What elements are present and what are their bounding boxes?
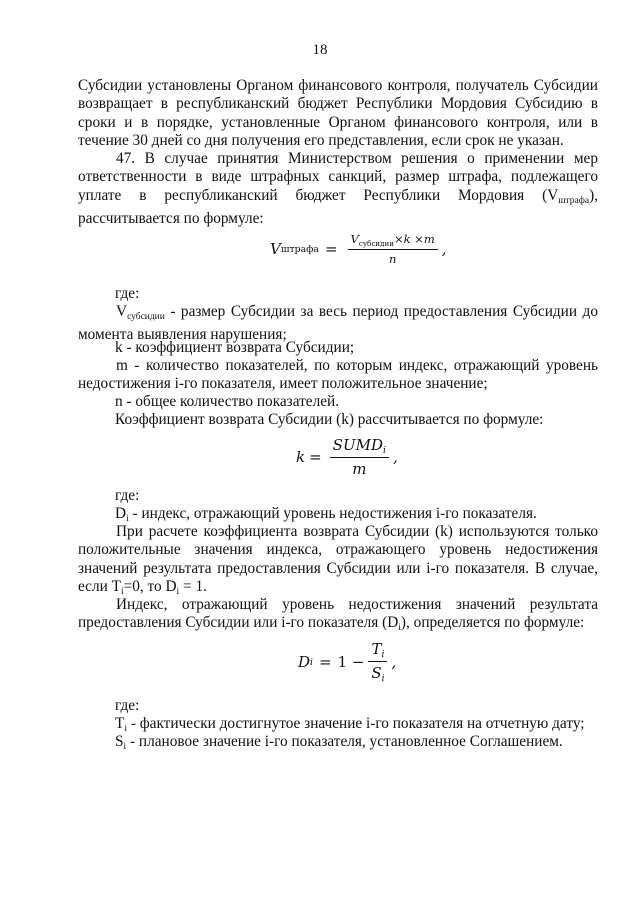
formula-penalty-lhs-sub: штрафа xyxy=(280,243,319,255)
paragraph-calculation xyxy=(78,523,598,601)
paragraph-47-end: ), рассчитывается по формуле: xyxy=(78,186,598,227)
paragraph-calculation-sub1: i xyxy=(120,586,124,597)
formula-penalty-denominator: n xyxy=(388,252,397,266)
paragraph-calculation-sub2: i xyxy=(176,586,180,597)
formula-penalty-fraction xyxy=(348,232,438,266)
definition-v-symbol: V xyxy=(116,303,128,320)
formula-coefficient-eq: = xyxy=(309,448,322,466)
definition-n: n - общее количество показателей. xyxy=(115,393,340,410)
definition-t-subscript: i xyxy=(124,724,127,734)
formula-coefficient xyxy=(296,436,398,478)
formula-index-fraction xyxy=(368,640,387,684)
formula-index-one: 1 − xyxy=(337,653,365,671)
formula-coefficient-tail: , xyxy=(392,448,398,466)
formula-penalty-tail: , xyxy=(441,240,447,258)
formula-coefficient-lhs: k xyxy=(296,448,306,466)
formula-coefficient-num: SUMD xyxy=(332,436,383,454)
paragraph-calculation-part1: При расчете коэффициента возврата Субсидии (k) используются только положительные значения индекса, отражающего уровень недостижения значений результата предоставления Субсидии или i-го показателя. В случае, если T xyxy=(78,523,598,595)
paragraph-47-text: 47. В случае принятия Министерством решения о применении мер ответственности в виде штрафных санкций, размер штрафа, подлежащего уплате в республиканский бюджет Республики Мордовия (V xyxy=(78,150,598,204)
paragraph-47 xyxy=(78,150,598,228)
formula-index-tail: , xyxy=(391,653,397,671)
where-label-1: где: xyxy=(115,285,140,302)
formula-coefficient-num-sub: i xyxy=(382,445,386,456)
formula-penalty-num-v: V xyxy=(350,232,359,246)
formula-penalty-numerator xyxy=(348,232,438,250)
where-label-3: где: xyxy=(115,697,140,714)
formula-index-lhs: D xyxy=(298,653,311,671)
formula-penalty-num-rest: ×k ×m xyxy=(393,232,435,246)
definition-m: m - количество показателей, по которым индекс, отражающий уровень недостижения i-го показателя, имеет положительное значение; xyxy=(78,357,598,393)
formula-coefficient-denominator: m xyxy=(352,460,367,478)
formula-penalty xyxy=(270,232,447,266)
definition-v-text: - размер Субсидии за весь период предоставления Субсидии до момента выявления нарушения; xyxy=(78,303,598,344)
formula-index-numerator xyxy=(368,640,387,662)
definition-d-subscript: i xyxy=(126,514,129,524)
definition-v-subscript: субсидии xyxy=(127,312,165,322)
formula-penalty-eq: = xyxy=(324,240,338,258)
paragraph-index xyxy=(78,596,598,638)
formula-coefficient-numerator xyxy=(330,436,389,458)
formula-index-num: T xyxy=(371,640,382,658)
paragraph-index-part1: Индекс, отражающий уровень недостижения значений результата предоставления Субсидии или i-го показателя (D xyxy=(78,596,598,632)
formula-index-den: S xyxy=(371,664,382,682)
definition-s-subscript: i xyxy=(123,742,127,752)
where-label-2: где: xyxy=(115,487,140,504)
paragraph-return-terms: Субсидии установлены Органом финансового контроля, получатель Субсидии возвращает в республиканский бюджет Республики Мордовия Субсидию в сроки и в порядке, установленные Органом финансового контроля, или в течение 30 дней со дня получения его представления, если срок не указан. xyxy=(78,77,598,149)
definition-k: k - коэффициент возврата Субсидии; xyxy=(115,339,355,356)
formula-index-num-sub: i xyxy=(381,649,385,660)
paragraph-index-part2: ), определяется по формуле: xyxy=(400,614,585,632)
formula-coefficient-fraction xyxy=(330,436,389,478)
formula-index-lhs-sub: i xyxy=(310,656,314,668)
definition-d-symbol: D xyxy=(115,505,127,522)
formula-index xyxy=(298,640,396,684)
definition-t-symbol: T xyxy=(115,715,125,732)
paragraph-calculation-part3: = 1. xyxy=(179,577,207,595)
coefficient-intro: Коэффициент возврата Субсидии (k) рассчитывается по формуле: xyxy=(115,411,544,428)
formula-penalty-num-v-sub: субсидии xyxy=(358,239,394,248)
formula-index-den-sub: i xyxy=(381,673,385,684)
formula-index-eq: = xyxy=(319,653,332,671)
definition-s-symbol: S xyxy=(115,733,124,750)
formula-penalty-lhs: V xyxy=(270,240,281,258)
paragraph-47-subscript: штрафа xyxy=(558,195,590,206)
definition-s xyxy=(115,733,563,752)
paragraph-calculation-part2: =0, то D xyxy=(123,577,177,595)
paragraph-index-sub: i xyxy=(398,623,401,634)
definition-d xyxy=(115,505,537,524)
definition-t-text: - фактически достигнутое значение i-го показателя на отчетную дату; xyxy=(127,715,585,732)
definition-d-text: - индекс, отражающий уровень недостижения i-го показателя. xyxy=(128,505,537,522)
definition-s-text: - плановое значение i-го показателя, установленное Соглашением. xyxy=(126,733,563,750)
formula-index-denominator xyxy=(371,662,384,684)
definition-t xyxy=(115,715,585,734)
page-number: 18 xyxy=(312,42,328,58)
